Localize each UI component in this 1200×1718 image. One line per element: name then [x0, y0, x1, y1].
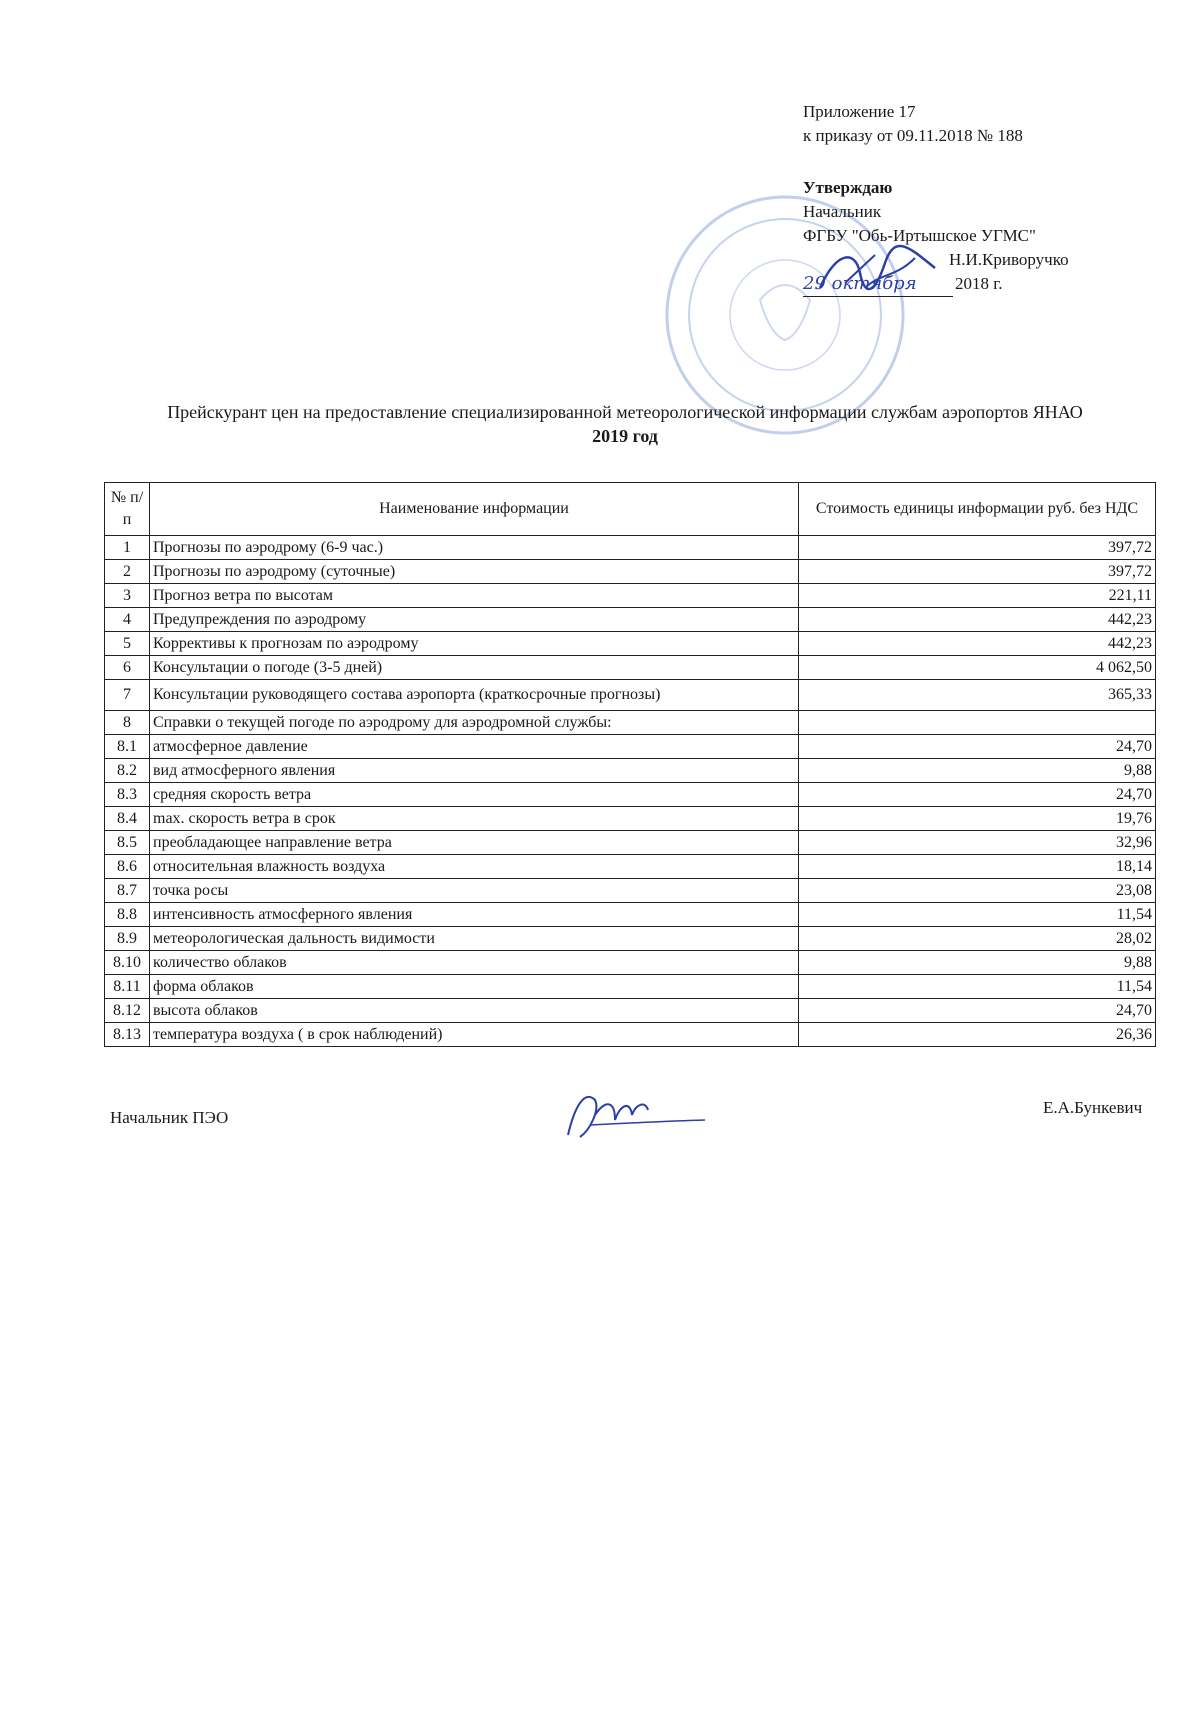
row-price: 9,88	[799, 759, 1156, 783]
row-price: 24,70	[799, 783, 1156, 807]
row-num: 8.2	[105, 759, 150, 783]
row-name: Прогнозы по аэродрому (суточные)	[150, 560, 799, 584]
row-name: Консультации руководящего состава аэропорта (краткосрочные прогнозы)	[150, 680, 799, 711]
table-row	[105, 999, 1156, 1023]
row-price	[799, 711, 1156, 735]
row-name: вид атмосферного явления	[150, 759, 799, 783]
title-year: 2019 год	[592, 426, 658, 446]
row-price: 11,54	[799, 975, 1156, 999]
table-row	[105, 951, 1156, 975]
row-num: 8.6	[105, 855, 150, 879]
row-name: Коррективы к прогнозам по аэродрому	[150, 632, 799, 656]
table-row	[105, 584, 1156, 608]
table-row	[105, 927, 1156, 951]
row-price: 221,11	[799, 584, 1156, 608]
row-price: 32,96	[799, 831, 1156, 855]
row-name: метеорологическая дальность видимости	[150, 927, 799, 951]
appendix-line-2: к приказу от 09.11.2018 № 188	[803, 126, 1023, 145]
row-num: 8.12	[105, 999, 150, 1023]
row-num: 5	[105, 632, 150, 656]
approve-year: 2018 г.	[955, 274, 1003, 293]
row-name: Предупреждения по аэродрому	[150, 608, 799, 632]
table-row	[105, 735, 1156, 759]
footer-position: Начальник ПЭО	[110, 1108, 229, 1127]
row-price: 18,14	[799, 855, 1156, 879]
document-title	[100, 400, 1150, 448]
approve-organization: ФГБУ "Обь-Иртышское УГМС"	[803, 226, 1036, 245]
appendix-reference	[803, 100, 1023, 148]
row-num: 8.3	[105, 783, 150, 807]
table-row	[105, 759, 1156, 783]
table-row	[105, 680, 1156, 711]
row-num: 7	[105, 680, 150, 711]
row-price: 9,88	[799, 951, 1156, 975]
row-num: 8.1	[105, 735, 150, 759]
row-num: 3	[105, 584, 150, 608]
row-price: 23,08	[799, 879, 1156, 903]
date-handwritten: 29 октября	[803, 273, 917, 294]
row-num: 8.5	[105, 831, 150, 855]
table-row	[105, 632, 1156, 656]
row-name: Консультации о погоде (3-5 дней)	[150, 656, 799, 680]
row-name: интенсивность атмосферного явления	[150, 903, 799, 927]
row-name: преобладающее направление ветра	[150, 831, 799, 855]
table-row	[105, 975, 1156, 999]
row-num: 1	[105, 536, 150, 560]
economist-signature	[560, 1085, 710, 1145]
table-row	[105, 879, 1156, 903]
row-name: точка росы	[150, 879, 799, 903]
director-signature	[815, 243, 945, 303]
row-num: 4	[105, 608, 150, 632]
table-row	[105, 536, 1156, 560]
row-num: 8.7	[105, 879, 150, 903]
row-name: Справки о текущей погоде по аэродрому для аэродромной службы:	[150, 711, 799, 735]
table-row	[105, 831, 1156, 855]
row-price: 442,23	[799, 608, 1156, 632]
row-price: 397,72	[799, 560, 1156, 584]
title-line-1: Прейскурант цен на предоставление специализированной метеорологической информации службам аэропортов ЯНАО	[167, 402, 1083, 422]
row-price: 19,76	[799, 807, 1156, 831]
row-num: 8.11	[105, 975, 150, 999]
row-num: 8.13	[105, 1023, 150, 1047]
row-name: средняя скорость ветра	[150, 783, 799, 807]
table-row	[105, 656, 1156, 680]
header-num: № п/п	[105, 483, 150, 536]
row-num: 8	[105, 711, 150, 735]
row-price: 4 062,50	[799, 656, 1156, 680]
table-header-row	[105, 483, 1156, 536]
row-num: 6	[105, 656, 150, 680]
header-name: Наименование информации	[150, 483, 799, 536]
row-name: количество облаков	[150, 951, 799, 975]
approve-position: Начальник	[803, 202, 882, 221]
row-price: 442,23	[799, 632, 1156, 656]
appendix-line-1: Приложение 17	[803, 102, 916, 121]
row-price: 28,02	[799, 927, 1156, 951]
row-name: относительная влажность воздуха	[150, 855, 799, 879]
row-num: 8.10	[105, 951, 150, 975]
row-name: Прогнозы по аэродрому (6-9 час.)	[150, 536, 799, 560]
row-num: 8.9	[105, 927, 150, 951]
header-price: Стоимость единицы информации руб. без НДС	[799, 483, 1156, 536]
row-price: 26,36	[799, 1023, 1156, 1047]
table-row	[105, 711, 1156, 735]
row-price: 365,33	[799, 680, 1156, 711]
row-num: 2	[105, 560, 150, 584]
row-name: температура воздуха ( в срок наблюдений)	[150, 1023, 799, 1047]
row-price: 24,70	[799, 999, 1156, 1023]
table-row	[105, 783, 1156, 807]
table-row	[105, 1023, 1156, 1047]
row-name: форма облаков	[150, 975, 799, 999]
row-price: 11,54	[799, 903, 1156, 927]
table-row	[105, 560, 1156, 584]
price-table	[104, 482, 1156, 1047]
table-body	[105, 536, 1156, 1047]
table-row	[105, 855, 1156, 879]
table-row	[105, 807, 1156, 831]
row-name: max. скорость ветра в срок	[150, 807, 799, 831]
footer-name: Е.А.Бункевич	[1043, 1098, 1143, 1117]
approve-word: Утверждаю	[803, 178, 893, 197]
row-price: 397,72	[799, 536, 1156, 560]
table-row	[105, 903, 1156, 927]
table-row	[105, 608, 1156, 632]
row-name: атмосферное давление	[150, 735, 799, 759]
row-name: высота облаков	[150, 999, 799, 1023]
row-price: 24,70	[799, 735, 1156, 759]
row-num: 8.8	[105, 903, 150, 927]
row-name: Прогноз ветра по высотам	[150, 584, 799, 608]
approve-name: Н.И.Криворучко	[949, 250, 1069, 269]
row-num: 8.4	[105, 807, 150, 831]
